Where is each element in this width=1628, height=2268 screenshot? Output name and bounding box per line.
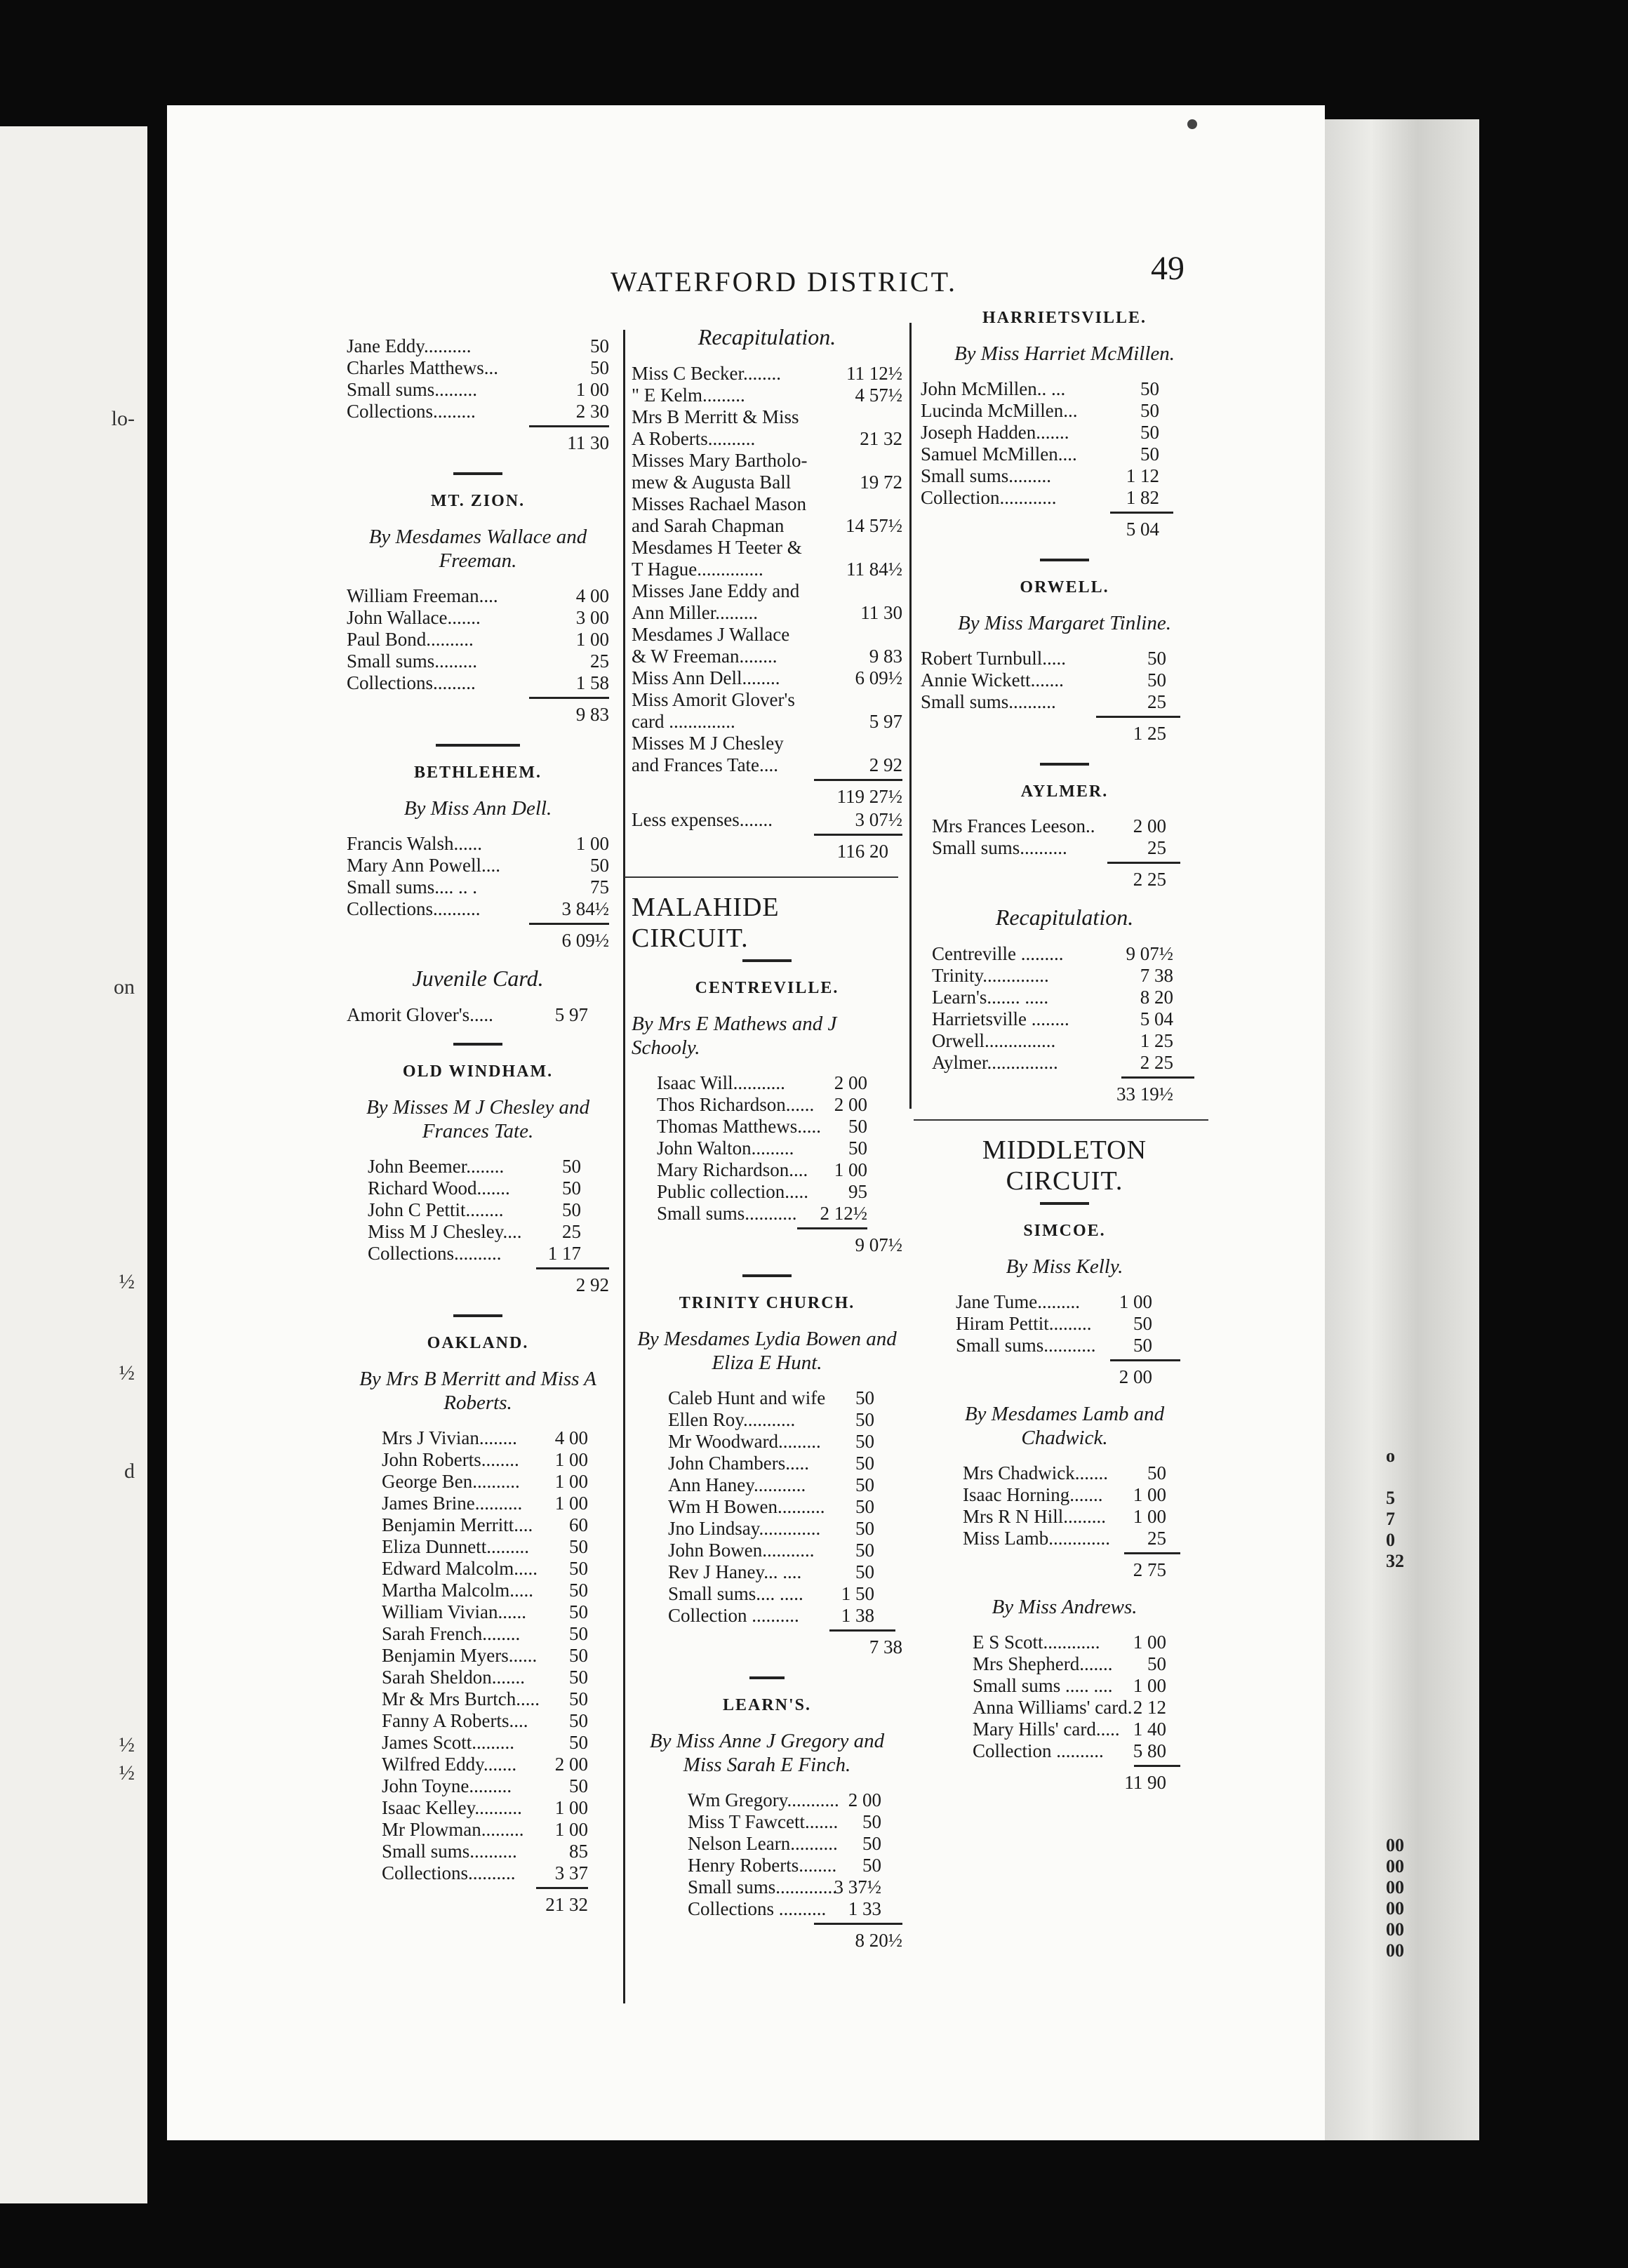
section-heading: HARRIETSVILLE.	[982, 309, 1147, 327]
list-item: Mrs Frances Leeson.. 2 00	[932, 815, 1166, 836]
edge-mark: 5	[1386, 1488, 1395, 1508]
edge-mark: o	[1386, 1446, 1395, 1466]
list-item: Sarah Sheldon....... 50	[382, 1667, 588, 1688]
list-item: Mesdames J Wallace	[632, 624, 790, 645]
column-1	[347, 335, 609, 1917]
list-item: Small sums............. 3 37½	[688, 1876, 881, 1897]
list-item: Miss Lamb............. 25	[963, 1528, 1166, 1549]
list-item: George Ben.......... 1 00	[382, 1471, 588, 1492]
list-item: Lucinda McMillen... 50	[921, 400, 1159, 421]
list-item: Eliza Dunnett......... 50	[382, 1536, 588, 1557]
aylmer-list	[921, 815, 1208, 892]
margin-mark: ½	[119, 1761, 135, 1785]
centreville-list	[632, 1072, 902, 1229]
trinity-list	[632, 1387, 902, 1632]
list-item: Robert Turnbull..... 50	[921, 648, 1166, 669]
list-item: Amorit Glover's..... 5 97	[347, 1004, 588, 1025]
list-item: Collections .......... 1 33	[688, 1898, 881, 1919]
section-total: 21 32	[545, 1894, 588, 1915]
list-item: Small sums........... 50	[956, 1335, 1152, 1356]
list-item: Ellen Roy........... 50	[668, 1409, 874, 1430]
list-item: Miss M J Chesley.... 25	[368, 1221, 581, 1242]
list-item: John McMillen.. ... 50	[921, 378, 1159, 399]
column-3	[921, 309, 1208, 1795]
list-item: Small sums......... 25	[347, 651, 609, 672]
list-item: Sarah French........ 50	[382, 1623, 588, 1644]
edge-mark: 00	[1386, 1856, 1404, 1876]
list-item: James Scott......... 50	[382, 1732, 588, 1753]
list-item: Collections.......... 3 37	[382, 1862, 588, 1883]
learns-list	[632, 1789, 902, 1925]
list-item: Paul Bond.......... 1 00	[347, 629, 609, 650]
margin-mark: on	[114, 975, 135, 999]
section-total: 9 07½	[855, 1234, 902, 1255]
section-total: 2 75	[1133, 1559, 1166, 1580]
edge-mark: 7	[1386, 1509, 1395, 1529]
list-item: Francis Walsh...... 1 00	[347, 833, 609, 854]
column-rule	[623, 330, 625, 2003]
orwell-list	[921, 648, 1208, 746]
edge-mark: 00	[1386, 1898, 1404, 1919]
list-item: Hiram Pettit......... 50	[956, 1313, 1152, 1334]
list-item: Jane Eddy.......... 50	[347, 335, 609, 356]
list-item: A Roberts.......... 21 32	[632, 428, 902, 449]
edge-mark: 00	[1386, 1877, 1404, 1897]
section-title: Juvenile Card.	[412, 966, 544, 991]
list-item: Thomas Matthews..... 50	[657, 1116, 867, 1137]
list-item: James Brine.......... 1 00	[382, 1493, 588, 1514]
list-item: Learn's....... ..... 8 20	[932, 987, 1173, 1008]
list-item: Ann Haney........... 50	[668, 1474, 874, 1495]
section-total: 2 00	[1119, 1366, 1152, 1387]
list-item: Anna Williams' card. 2 12	[973, 1697, 1166, 1718]
ink-spot	[1187, 119, 1197, 129]
recap-list	[921, 943, 1208, 1107]
list-item: Charles Matthews... 50	[347, 357, 609, 378]
list-item: John Toyne......... 50	[382, 1775, 588, 1796]
section-total: 2 92	[575, 1274, 609, 1295]
section-total: 33 19½	[1116, 1083, 1173, 1105]
harrietsville-list	[921, 378, 1208, 542]
list-item: Thos Richardson...... 2 00	[657, 1094, 867, 1115]
list-item: Small sums ..... .... 1 00	[973, 1675, 1166, 1696]
list-item: Small sums.... .. . 75	[347, 876, 609, 898]
list-item: John Chambers..... 50	[668, 1453, 874, 1474]
collector-line: By Misses M J Chesley and Frances Tate.	[366, 1096, 590, 1142]
collector-line: By Miss Andrews.	[992, 1596, 1137, 1618]
collector-line: By Mrs E Mathews and J Schooly.	[632, 1013, 837, 1059]
list-item: Mrs J Vivian........ 4 00	[382, 1427, 588, 1448]
edge-mark: 00	[1386, 1835, 1404, 1855]
section-heading: BETHLEHEM.	[413, 763, 542, 782]
list-item: mew & Augusta Ball 19 72	[632, 472, 902, 493]
list-item: Small sums.......... 85	[382, 1841, 588, 1862]
list-item: John Walton......... 50	[657, 1138, 867, 1159]
list-item: Ann Miller......... 11 30	[632, 602, 902, 623]
section-heading: ORWELL.	[1020, 578, 1109, 596]
list-item: Edward Malcolm..... 50	[382, 1558, 588, 1579]
section-total: 11 90	[1124, 1772, 1166, 1793]
list-item: Joseph Hadden....... 50	[921, 422, 1159, 443]
list-item: Small sums.......... 25	[921, 691, 1166, 712]
list-item: Caleb Hunt and wife 50	[668, 1387, 874, 1408]
section-subtotal: 119 27½	[836, 786, 902, 807]
list-item: Benjamin Merritt.... 60	[382, 1514, 588, 1535]
section-total: 5 04	[1126, 519, 1159, 540]
list-item: Small sums......... 1 00	[347, 379, 609, 400]
list-item: Trinity.............. 7 38	[932, 965, 1173, 986]
section-heading: LEARN'S.	[722, 1696, 812, 1714]
list-item: Benjamin Myers...... 50	[382, 1645, 588, 1666]
list-item: " E Kelm......... 4 57½	[632, 385, 902, 406]
list-item: John Bowen........... 50	[668, 1540, 874, 1561]
list-item: Jane Tume......... 1 00	[956, 1291, 1152, 1312]
list-item: Collections.......... 1 17	[368, 1243, 581, 1264]
list-item: Misses Jane Eddy and	[632, 580, 800, 601]
section-total: 7 38	[869, 1636, 902, 1657]
edge-mark: 32	[1386, 1551, 1404, 1571]
list-item: Small sums........... 2 12½	[657, 1203, 867, 1224]
list-item: Samuel McMillen.... 50	[921, 443, 1159, 465]
edge-marks	[1386, 0, 1442, 2268]
section-title: Recapitulation.	[995, 905, 1134, 930]
list-item: and Frances Tate.... 2 92	[632, 754, 902, 775]
column-2	[632, 324, 902, 1953]
facing-page-edge	[0, 126, 147, 2203]
list-item: Collection .......... 1 38	[668, 1605, 874, 1626]
collector-line: By Miss Ann Dell.	[403, 797, 552, 820]
list-item: Mr & Mrs Burtch..... 50	[382, 1688, 588, 1709]
list-item: Misses Mary Bartholo-	[632, 450, 808, 471]
list-item: Isaac Horning....... 1 00	[963, 1484, 1166, 1505]
list-item: Collections.......... 3 84½	[347, 898, 609, 919]
section-total: 1 25	[1133, 723, 1166, 744]
running-head: WATERFORD DISTRICT.	[610, 266, 958, 298]
list-item: Miss T Fawcett....... 50	[688, 1811, 881, 1832]
collector-line: By Mesdames Wallace and Freeman.	[368, 526, 587, 572]
edge-mark: 00	[1386, 1940, 1404, 1961]
list-item: Mary Richardson.... 1 00	[657, 1159, 867, 1180]
list-item: Less expenses....... 3 07½	[632, 809, 902, 830]
list-item: Small sums.... ..... 1 50	[668, 1583, 874, 1604]
list-item: Misses Rachael Mason	[632, 493, 806, 514]
list-item: Misses M J Chesley	[632, 733, 784, 754]
collector-line: By Miss Harriet McMillen.	[954, 342, 1175, 365]
facing-page-margin-marks	[105, 126, 147, 2203]
list-item: Jno Lindsay............. 50	[668, 1518, 874, 1539]
list-item: & W Freeman........ 9 83	[632, 646, 902, 667]
list-item: John Beemer........ 50	[368, 1156, 581, 1177]
list-item: Fanny A Roberts.... 50	[382, 1710, 588, 1731]
circuit-heading: MIDDLETON CIRCUIT.	[982, 1135, 1147, 1196]
list-item: William Freeman.... 4 00	[347, 585, 609, 606]
collector-line: By Miss Margaret Tinline.	[958, 612, 1171, 634]
list-item: Annie Wickett....... 50	[921, 669, 1166, 691]
list-item: Mary Ann Powell.... 50	[347, 855, 609, 876]
list-item: and Sarah Chapman 14 57½	[632, 515, 902, 536]
simcoe-list	[921, 1291, 1208, 1389]
section-total: 2 25	[1133, 869, 1166, 890]
list-item: Nelson Learn.......... 50	[688, 1833, 881, 1854]
section-total: 8 20½	[855, 1930, 902, 1951]
circuit-heading: MALAHIDE CIRCUIT.	[632, 893, 780, 953]
list-item: Small sums......... 1 12	[921, 465, 1159, 486]
list-item: Centreville ......... 9 07½	[932, 943, 1173, 964]
list-item: T Hague.............. 11 84½	[632, 559, 902, 580]
list-item: Henry Roberts........ 50	[688, 1855, 881, 1876]
page-number: 49	[1151, 250, 1185, 287]
section-total: 6 09½	[561, 930, 609, 951]
section-total: 9 83	[575, 704, 609, 725]
list-item: Collections......... 2 30	[347, 401, 609, 422]
section-total: 11 30	[567, 432, 609, 453]
section-heading: CENTREVILLE.	[695, 979, 839, 997]
lamb-list	[921, 1462, 1208, 1582]
section-heading: SIMCOE.	[1023, 1222, 1106, 1240]
edge-mark: 00	[1386, 1919, 1404, 1940]
list-item: Mrs B Merritt & Miss	[632, 406, 799, 427]
list-item: Public collection..... 95	[657, 1181, 867, 1202]
section-heading: OLD WINDHAM.	[402, 1062, 554, 1081]
list-item: Miss Ann Dell........ 6 09½	[632, 667, 902, 688]
edge-mark: 0	[1386, 1530, 1395, 1550]
list-item: Mr Plowman......... 1 00	[382, 1819, 588, 1840]
list-item: John Wallace....... 3 00	[347, 607, 609, 628]
margin-mark: d	[124, 1460, 135, 1483]
list-item: Orwell............... 1 25	[932, 1030, 1173, 1051]
collector-line: By Mesdames Lydia Bowen and Eliza E Hunt.	[637, 1328, 897, 1374]
andrews-list	[921, 1632, 1208, 1795]
list-item: Wm Gregory........... 2 00	[688, 1789, 881, 1810]
section-heading: TRINITY CHURCH.	[679, 1294, 855, 1312]
list-item: Collections......... 1 58	[347, 672, 609, 693]
section-heading: OAKLAND.	[427, 1334, 529, 1352]
collector-line: By Miss Anne J Gregory and Miss Sarah E Finch.	[649, 1730, 885, 1776]
list-item: Harrietsville ........ 5 04	[932, 1008, 1173, 1029]
list-item: Small sums.......... 25	[932, 837, 1166, 858]
list-item: Martha Malcolm..... 50	[382, 1580, 588, 1601]
list-item: Mr Woodward......... 50	[668, 1431, 874, 1452]
collector-line: By Mesdames Lamb and Chadwick.	[964, 1403, 1165, 1449]
list-item: Collection .......... 5 80	[973, 1740, 1166, 1761]
list-item: Miss C Becker........ 11 12½	[632, 363, 902, 384]
section-title: Recapitulation.	[698, 324, 836, 349]
list-item: Isaac Kelley.......... 1 00	[382, 1797, 588, 1818]
margin-mark: ½	[119, 1361, 135, 1385]
margin-mark: ½	[119, 1733, 135, 1756]
list-item: Mrs Shepherd....... 50	[973, 1653, 1166, 1674]
list-item: William Vivian...... 50	[382, 1601, 588, 1622]
list-item: E S Scott............ 1 00	[973, 1632, 1166, 1653]
list-item: Mrs R N Hill......... 1 00	[963, 1506, 1166, 1527]
list-item: card .............. 5 97	[632, 711, 902, 732]
list-item: Rev J Haney... .... 50	[668, 1561, 874, 1582]
list-item: Wm H Bowen.......... 50	[668, 1496, 874, 1517]
collector-line: By Mrs B Merritt and Miss A Roberts.	[359, 1368, 596, 1414]
margin-mark: ½	[119, 1270, 135, 1293]
margin-mark: lo-	[111, 407, 135, 430]
list-item: Wilfred Eddy....... 2 00	[382, 1754, 588, 1775]
section-total: 116 20	[836, 841, 888, 862]
column-rule	[909, 323, 912, 1109]
list-item: Mrs Chadwick....... 50	[963, 1462, 1166, 1483]
collector-line: By Miss Kelly.	[1006, 1255, 1123, 1278]
list-item: Isaac Will........... 2 00	[657, 1072, 867, 1093]
list-item: Richard Wood....... 50	[368, 1178, 581, 1199]
list-item: John C Pettit........ 50	[368, 1199, 581, 1220]
list-item: Mesdames H Teeter &	[632, 537, 802, 558]
list-item: Mary Hills' card..... 1 40	[973, 1719, 1166, 1740]
list-item: Miss Amorit Glover's	[632, 689, 795, 710]
section-heading: AYLMER.	[1020, 782, 1109, 801]
oakland-list	[347, 1427, 609, 1917]
list-item: Collection............ 1 82	[921, 487, 1159, 508]
section-heading: MT. ZION.	[430, 492, 526, 510]
top-list	[347, 335, 609, 455]
list-item: John Roberts........ 1 00	[382, 1449, 588, 1470]
list-item: Aylmer............... 2 25	[932, 1052, 1173, 1073]
